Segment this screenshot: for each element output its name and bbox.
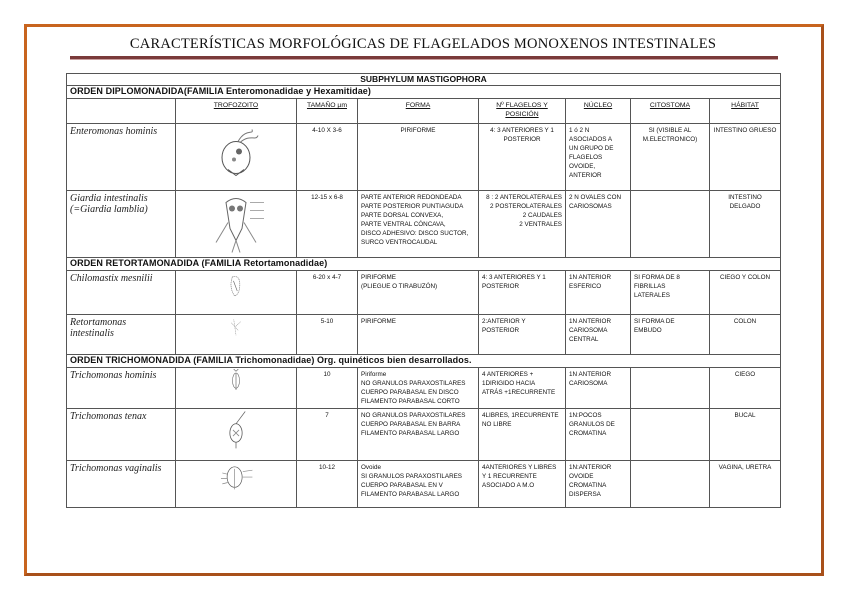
size-cell: 5-10 [297,315,358,355]
cell-line: PIRIFORME [361,274,396,281]
species-name: Chilomastix mesnilii [67,271,176,315]
cell-line: CARIOSOMAS [569,203,612,210]
cell-line: SI (VISIBLE AL [648,127,692,134]
cell-line: FIBRILLAS [634,283,666,290]
habitat-cell: CIEGO Y COLON [710,271,781,315]
trophozoite-illustration [176,409,297,461]
cell-line: UN GRUPO DE [569,145,614,152]
flagella-cell [479,124,566,191]
cell-line: SI FORMA DE [634,318,675,325]
species-name: Trichomonas hominis [67,368,176,409]
cell-line: SURCO VENTROCAUDAL [361,239,438,246]
cell-line: PARTE ANTERIOR REDONDEADA [361,194,462,201]
table-row [67,191,781,258]
trophozoite-drawing [206,369,266,404]
cell-line: LATERALES [634,292,670,299]
trophozoite-illustration [176,124,297,191]
cell-line: 2 CAUDALES [522,212,562,219]
cell-line: 1N ANTERIOR [569,318,611,325]
cell-line: SI GRANULOS PARAXOSTILARES [361,473,463,480]
title-underline [70,56,778,59]
table-row [67,124,781,191]
cell-line: ESFERICO [569,283,602,290]
cell-line: 1N:POCOS [569,412,602,419]
trophozoite-illustration [176,315,297,355]
cell-line: Y 1 RECURRENTE [482,473,537,480]
species-name: Trichomonas tenax [67,409,176,461]
cell-line: 1N ANTERIOR [569,371,611,378]
cell-line: EMBUDO [634,327,662,334]
trophozoite-drawing [206,192,266,253]
cell-line: FLAGELOS [569,154,603,161]
cell-line: M.ELECTRONICO) [642,136,698,143]
order-heading: ORDEN RETORTAMONADIDA (FAMILIA Retortamonadidae) [67,258,781,271]
subphylum-heading: SUBPHYLUM MASTIGOPHORA [67,74,781,86]
cytostome-cell [631,124,710,191]
size-cell: 7 [297,409,358,461]
cell-line: POSTERIOR [503,136,541,143]
habitat-cell: INTESTINO DELGADO [710,191,781,258]
column-header: CITOSTOMA [631,99,710,124]
cell-line: Piriforme [361,371,387,378]
cell-line: PARTE DORSAL CONVEXA, [361,212,444,219]
cytostome-cell [631,191,710,258]
cell-line: ATRÁS +1RECURRENTE [482,389,556,396]
cell-line: GRANULOS DE [569,421,615,428]
cytostome-cell [631,315,710,355]
cell-line: POSTERIOR [482,283,520,290]
species-name: Retortamonas intestinalis [67,315,176,355]
habitat-cell: COLON [710,315,781,355]
column-header: HÁBITAT [710,99,781,124]
trophozoite-illustration [176,191,297,258]
table-row [67,368,781,409]
flagella-cell [479,368,566,409]
forma-cell [358,191,479,258]
page-title: CARACTERÍSTICAS MORFOLÓGICAS DE FLAGELADOS MONOXENOS INTESTINALES [129,36,717,52]
order-heading: ORDEN TRICHOMONADIDA (FAMILIA Trichomonadidae) Org. quinéticos bien desarrollados. [67,355,781,368]
cell-line: CARIOSOMA [569,327,608,334]
cytostome-cell [631,461,710,508]
table-row [67,315,781,355]
cell-line: 4: 3 ANTERIORES Y 1 [490,127,554,134]
cell-line: CUERPO PARABASAL EN BARRA [361,421,461,428]
column-header: NÚCLEO [566,99,631,124]
cell-line: CROMATINA [569,430,607,437]
cell-line: 8 : 2 ANTEROLATERALES [486,194,562,201]
cell-line: FILAMENTO PARABASAL LARGO [361,491,460,498]
size-cell: 12-15 x 6-8 [297,191,358,258]
trophozoite-illustration [176,368,297,409]
habitat-cell: INTESTINO GRUESO [710,124,781,191]
column-header [67,99,176,124]
size-cell: 10 [297,368,358,409]
cell-line: NO LIBRE [482,421,512,428]
cell-line: 2 N OVALES CON [569,194,622,201]
habitat-cell: CIEGO [710,368,781,409]
size-cell: 6-20 x 4-7 [297,271,358,315]
column-header: TROFOZOITO [176,99,297,124]
cell-line: PIRIFORME [361,318,396,325]
size-cell: 10-12 [297,461,358,508]
forma-cell [358,271,479,315]
cell-line: 1DIRIGIDO HACIA [482,380,536,387]
cell-line: 1 ó 2 N [569,127,590,134]
nucleus-cell [566,368,631,409]
size-cell: 4-10 X 3-6 [297,124,358,191]
nucleus-cell [566,191,631,258]
flagella-cell [479,409,566,461]
cell-line: 1N ANTERIOR [569,274,611,281]
species-name: Enteromonas hominis [67,124,176,191]
forma-cell [358,124,479,191]
species-name: Giardia intestinalis (=Giardia lamblia) [67,191,176,258]
flagellates-table [66,73,781,508]
cell-line: PARTE POSTERIOR PUNTIAGUDA [361,203,464,210]
trophozoite-drawing [206,316,266,350]
cell-line: NO GRANULOS PARAXOSTILARES [361,412,466,419]
cell-line: (PLIEGUE O TIRABUZÓN) [361,283,438,290]
cell-line: 4 ANTERIORES + [482,371,534,378]
column-header: TAMAÑO µm [297,99,358,124]
cell-line: ANTERIOR [569,172,602,179]
trophozoite-drawing [206,125,266,186]
nucleus-cell [566,271,631,315]
flagella-cell [479,315,566,355]
flagella-cell [479,271,566,315]
cell-line: 4ANTERIORES Y LIBRES [482,464,557,471]
column-header: FORMA [358,99,479,124]
cell-line: OVOIDE [569,473,594,480]
cell-line: POSTERIOR [482,327,520,334]
species-name: Trichomonas vaginalis [67,461,176,508]
cell-line: CUERPO PARABASAL EN V [361,482,443,489]
cell-line: ASOCIADOS A [569,136,613,143]
cell-line: ASOCIADO A M.O [482,482,535,489]
cell-line: NO GRANULOS PARAXOSTILARES [361,380,466,387]
cell-line: 2 VENTRALES [519,221,562,228]
trophozoite-illustration [176,271,297,315]
cell-line: 1N:ANTERIOR [569,464,612,471]
cell-line: 2:ANTERIOR Y [482,318,526,325]
flagella-cell [479,461,566,508]
trophozoite-illustration [176,461,297,508]
column-header: Nº FLAGELOS Y POSICIÓN [479,99,566,124]
cell-line: SI FORMA DE 8 [634,274,680,281]
cell-line: 2 POSTEROLATERALES [490,203,562,210]
cell-line: CROMATINA [569,482,607,489]
table-row [67,461,781,508]
cell-line: DISPERSA [569,491,601,498]
cell-line: 4LIBRES, 1RECURRENTE [482,412,559,419]
habitat-cell: VAGINA, URETRA [710,461,781,508]
cell-line: PARTE VENTRAL CÓNCAVA, [361,221,446,228]
cell-line: PIRIFORME [400,127,436,134]
forma-cell [358,368,479,409]
nucleus-cell [566,461,631,508]
cytostome-cell [631,271,710,315]
nucleus-cell [566,124,631,191]
forma-cell [358,461,479,508]
nucleus-cell [566,315,631,355]
table-row [67,271,781,315]
nucleus-cell [566,409,631,461]
forma-cell [358,315,479,355]
habitat-cell: BUCAL [710,409,781,461]
cell-line: CENTRAL [569,336,599,343]
cell-line: CUERPO PARABASAL EN DISCO [361,389,459,396]
cell-line: CARIOSOMA [569,380,608,387]
trophozoite-drawing [206,462,266,503]
cell-line: FILAMENTO PARABASAL CORTO [361,398,460,405]
forma-cell [358,409,479,461]
cytostome-cell [631,368,710,409]
cell-line: FILAMENTO PARABASAL LARGO [361,430,460,437]
cytostome-cell [631,409,710,461]
flagella-cell [479,191,566,258]
cell-line: DISCO ADHESIVO: DISCO SUCTOR, [361,230,469,237]
trophozoite-drawing [206,272,266,310]
trophozoite-drawing [206,410,266,456]
cell-line: 4: 3 ANTERIORES Y 1 [482,274,546,281]
table-row [67,409,781,461]
order-heading: ORDEN DIPLOMONADIDA(FAMILIA Enteromonadidae y Hexamitidae) [67,86,781,99]
cell-line: Ovoide [361,464,381,471]
cell-line: OVOIDE, [569,163,596,170]
